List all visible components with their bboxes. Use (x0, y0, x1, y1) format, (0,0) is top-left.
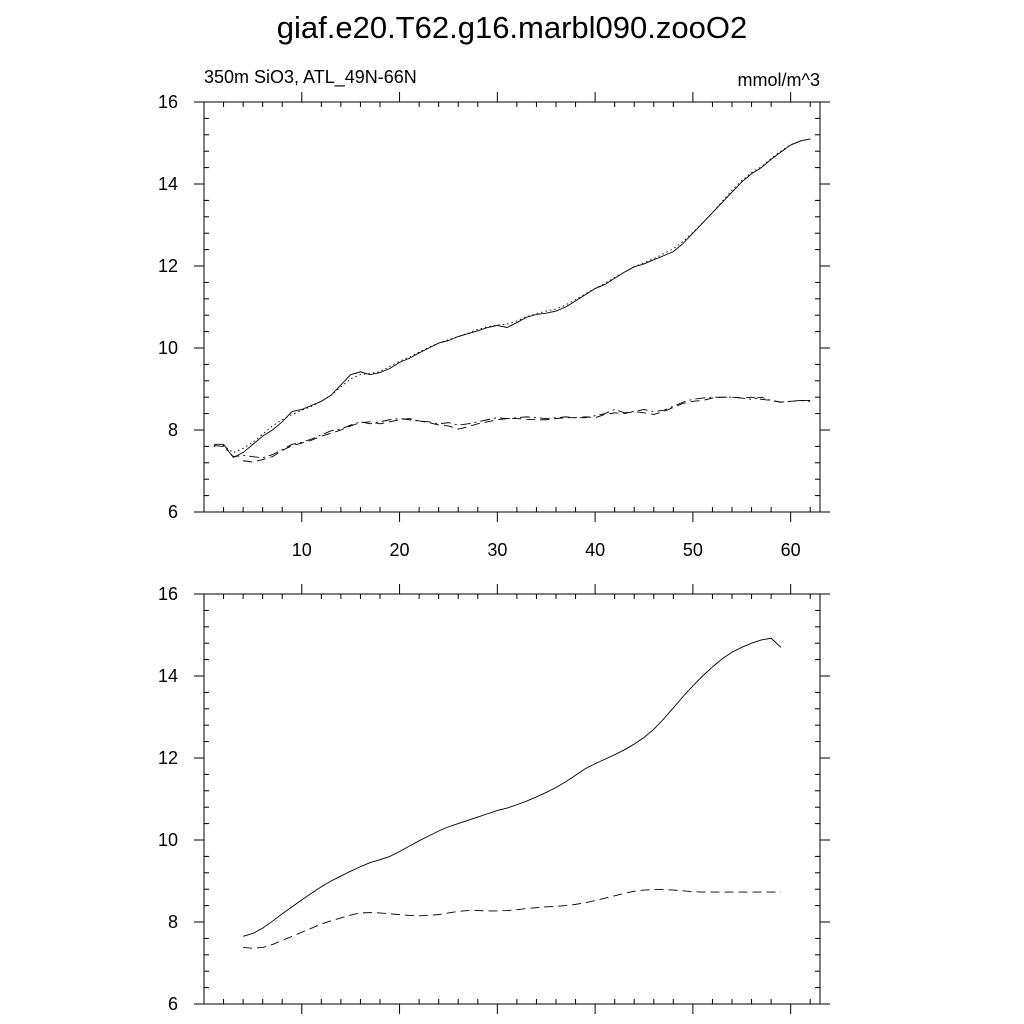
panel-units-label: mmol/m^3 (737, 70, 820, 90)
y-tick-label: 6 (167, 994, 178, 1014)
bottom-panel (158, 584, 830, 1014)
x-tick-label: 60 (780, 540, 801, 560)
y-tick-label: 8 (167, 420, 178, 440)
y-tick-label: 16 (157, 584, 178, 604)
panel-left-label: 350m SiO3, ATL_49N-66N (204, 67, 417, 87)
plot-frame (204, 102, 820, 512)
y-tick-label: 14 (157, 174, 178, 194)
x-tick-label: 20 (389, 540, 410, 560)
y-tick-label: 10 (157, 830, 178, 850)
top-panel (158, 92, 830, 560)
x-tick-label: 50 (682, 540, 703, 560)
series-line-dotted (214, 139, 810, 453)
chart-title: giaf.e20.T62.g16.marbl090.zooO2 (276, 10, 748, 45)
x-tick-label: 30 (487, 540, 508, 560)
y-tick-label: 6 (167, 502, 178, 522)
x-tick-label: 10 (291, 540, 312, 560)
y-tick-label: 12 (157, 748, 178, 768)
y-tick-label: 16 (157, 92, 178, 112)
y-tick-label: 12 (157, 256, 178, 276)
y-tick-label: 14 (157, 666, 178, 686)
series-line-dashdot (214, 397, 810, 458)
y-tick-label: 8 (167, 912, 178, 932)
series-line-dashed (243, 397, 810, 462)
series-line-dashed (243, 890, 781, 949)
x-tick-label: 40 (585, 540, 606, 560)
y-tick-label: 10 (157, 338, 178, 358)
